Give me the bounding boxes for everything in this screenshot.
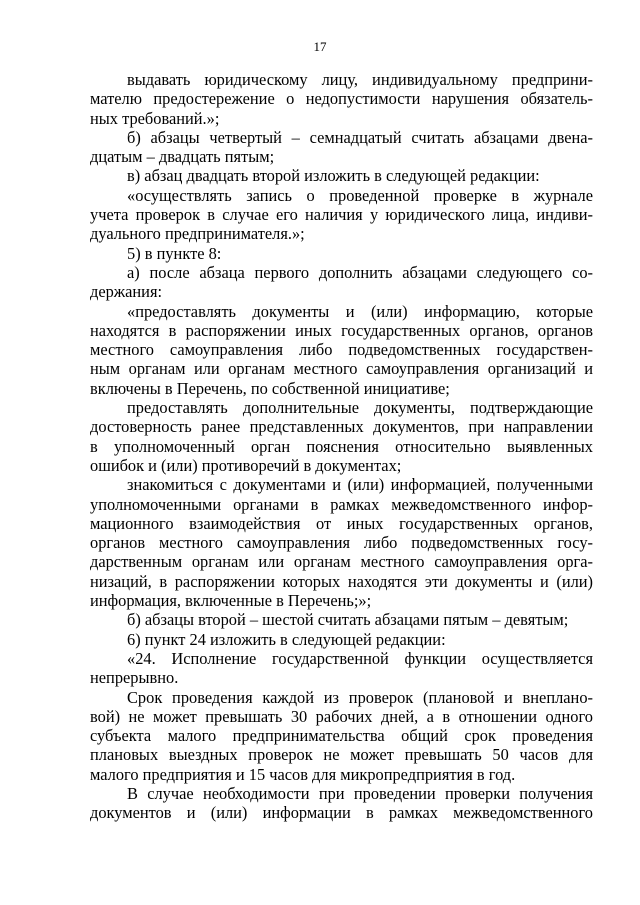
text-line: предоставлять дополнительные документы, подтверждающие [127,398,593,418]
text-line: информация, включенные в Перечень;»; [90,591,372,611]
text-line: в уполномоченный орган пояснения относительно выявленных [90,436,593,456]
page-number: 17 [313,39,327,54]
text-line: вой) не может превышать 30 рабочих дней, а в отношении одного [90,706,593,726]
text-line: «осуществлять запись о проведенной проверке в журнале [127,185,593,205]
text-line: «предоставлять документы и (или) информацию, которые [127,301,593,321]
text-line: ошибок и (или) противоречий в документах; [90,455,402,475]
text-line: включены в Перечень, по собственной инициативе; [90,378,450,398]
text-line: уполномоченными органами в рамках межведомственного инфор- [90,494,593,514]
text-line: органов местного самоуправления либо подведомственных госу- [90,533,593,553]
text-line: низаций, в распоряжении которых находятся эти документы и (или) [90,571,593,591]
text-line: дцатым – двадцать пятым; [90,147,275,167]
text-line: достоверность ранее представленных документов, при направлении [90,417,593,437]
text-line: а) после абзаца первого дополнить абзацами следующего со- [127,262,593,282]
text-line: б) абзацы второй – шестой считать абзацами пятым – девятым; [127,610,569,630]
text-line: выдавать юридическому лицу, индивидуальному предприни- [127,70,593,89]
document-body [90,70,593,823]
text-line: мационного взаимодействия от иных государственных органов, [90,513,593,533]
text-line: документов и (или) информации в рамках межведомственного [90,803,593,823]
text-line: дуального предпринимателя.»; [90,224,305,244]
text-line: б) абзацы четвертый – семнадцатый считать абзацами двена- [127,127,593,147]
text-line: непрерывно. [90,668,179,688]
text-line: местного самоуправления либо подведомственных государствен- [90,340,593,360]
text-line: 5) в пункте 8: [127,243,222,263]
text-line: находятся в распоряжении иных государственных органов, органов [90,320,593,340]
text-line: ным органам или органам местного самоуправления организаций и [90,359,593,379]
text-line: учета проверок в случае его наличия у юридического лица, индиви- [90,205,593,225]
text-line: субъекта малого предпринимательства общий срок проведения [90,726,593,746]
text-line: малого предприятия и 15 часов для микропредприятия в год. [90,764,516,784]
text-line: 6) пункт 24 изложить в следующей редакции: [127,629,446,649]
text-line: «24. Исполнение государственной функции осуществляется [127,648,593,668]
text-line: дарственным органам или органам местного самоуправления орга- [90,552,593,572]
text-line: в) абзац двадцать второй изложить в следующей редакции: [127,166,540,186]
text-line: мателю предостережение о недопустимости нарушения обязатель- [90,89,593,109]
text-line: плановых выездных проверок не может превышать 50 часов для [90,745,593,765]
text-line: знакомиться с документами и (или) информацией, полученными [127,475,593,495]
text-line: держания: [90,282,163,302]
text-line: ных требований.»; [90,108,220,128]
text-line: Срок проведения каждой из проверок (плановой и внеплано- [127,687,593,707]
text-line: В случае необходимости при проведении проверки получения [127,783,593,803]
